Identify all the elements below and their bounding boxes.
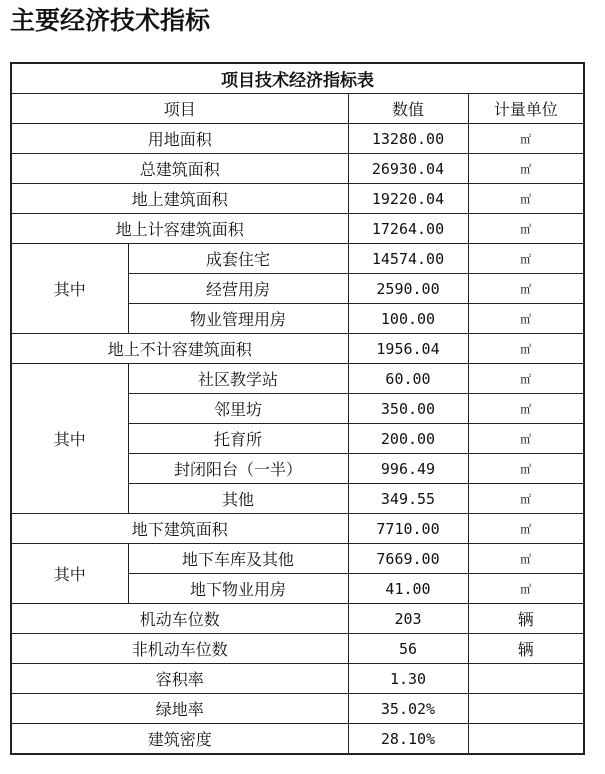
table-row (11, 694, 584, 724)
row-value: 2590.00 (348, 274, 468, 304)
row-value: 14574.00 (348, 244, 468, 274)
row-value: 35.02% (348, 694, 468, 724)
row-item: 地上计容建筑面积 (11, 214, 348, 244)
page-heading: 主要经济技术指标 (10, 6, 211, 35)
row-item: 地上不计容建筑面积 (11, 334, 348, 364)
row-unit: ㎡ (468, 574, 584, 604)
row-unit: ㎡ (468, 484, 584, 514)
row-item: 封闭阳台（一半） (128, 454, 348, 484)
table-row (11, 154, 584, 184)
row-item: 地下建筑面积 (11, 514, 348, 544)
indicators-table (10, 62, 585, 755)
header-row (11, 94, 584, 124)
row-item: 社区教学站 (128, 364, 348, 394)
table-row (11, 124, 584, 154)
row-unit: ㎡ (468, 424, 584, 454)
row-item: 机动车位数 (11, 604, 348, 634)
row-value: 17264.00 (348, 214, 468, 244)
row-value: 350.00 (348, 394, 468, 424)
table-row (11, 334, 584, 364)
row-item: 地下物业用房 (128, 574, 348, 604)
row-item: 地上建筑面积 (11, 184, 348, 214)
group-label: 其中 (11, 244, 128, 334)
row-unit: ㎡ (468, 184, 584, 214)
table-row (11, 604, 584, 634)
row-item: 其他 (128, 484, 348, 514)
row-unit: ㎡ (468, 124, 584, 154)
row-unit: ㎡ (468, 304, 584, 334)
row-item: 容积率 (11, 664, 348, 694)
table-row (11, 544, 584, 574)
row-value: 28.10% (348, 724, 468, 755)
table-title-row (11, 63, 584, 94)
row-unit: ㎡ (468, 274, 584, 304)
table-row (11, 184, 584, 214)
row-value: 56 (348, 634, 468, 664)
row-unit: ㎡ (468, 244, 584, 274)
row-item: 经营用房 (128, 274, 348, 304)
table-row (11, 514, 584, 544)
row-item: 地下车库及其他 (128, 544, 348, 574)
row-item: 总建筑面积 (11, 154, 348, 184)
row-unit (468, 694, 584, 724)
row-item: 托育所 (128, 424, 348, 454)
row-value: 19220.04 (348, 184, 468, 214)
row-unit (468, 724, 584, 755)
row-value: 7669.00 (348, 544, 468, 574)
row-unit: ㎡ (468, 544, 584, 574)
row-unit: ㎡ (468, 364, 584, 394)
row-unit: 辆 (468, 604, 584, 634)
row-item: 用地面积 (11, 124, 348, 154)
row-unit: ㎡ (468, 154, 584, 184)
header-item: 项目 (11, 94, 348, 124)
table-row (11, 634, 584, 664)
row-unit (468, 664, 584, 694)
row-unit: ㎡ (468, 394, 584, 424)
table-row (11, 364, 584, 394)
row-value: 1956.04 (348, 334, 468, 364)
row-unit: ㎡ (468, 454, 584, 484)
row-unit: ㎡ (468, 334, 584, 364)
row-value: 203 (348, 604, 468, 634)
row-item: 邻里坊 (128, 394, 348, 424)
table-row (11, 214, 584, 244)
table-row (11, 664, 584, 694)
row-value: 26930.04 (348, 154, 468, 184)
group-label: 其中 (11, 544, 128, 604)
row-value: 100.00 (348, 304, 468, 334)
row-item: 绿地率 (11, 694, 348, 724)
row-value: 7710.00 (348, 514, 468, 544)
row-value: 349.55 (348, 484, 468, 514)
row-item: 物业管理用房 (128, 304, 348, 334)
group-label: 其中 (11, 364, 128, 514)
row-value: 996.49 (348, 454, 468, 484)
row-unit: ㎡ (468, 514, 584, 544)
row-value: 1.30 (348, 664, 468, 694)
row-unit: 辆 (468, 634, 584, 664)
row-value: 60.00 (348, 364, 468, 394)
header-value: 数值 (348, 94, 468, 124)
row-value: 200.00 (348, 424, 468, 454)
header-unit: 计量单位 (468, 94, 584, 124)
row-item: 非机动车位数 (11, 634, 348, 664)
table-row (11, 724, 584, 755)
row-value: 41.00 (348, 574, 468, 604)
table-row (11, 244, 584, 274)
row-item: 建筑密度 (11, 724, 348, 755)
row-unit: ㎡ (468, 214, 584, 244)
row-item: 成套住宅 (128, 244, 348, 274)
row-value: 13280.00 (348, 124, 468, 154)
table-title: 项目技术经济指标表 (11, 63, 584, 94)
